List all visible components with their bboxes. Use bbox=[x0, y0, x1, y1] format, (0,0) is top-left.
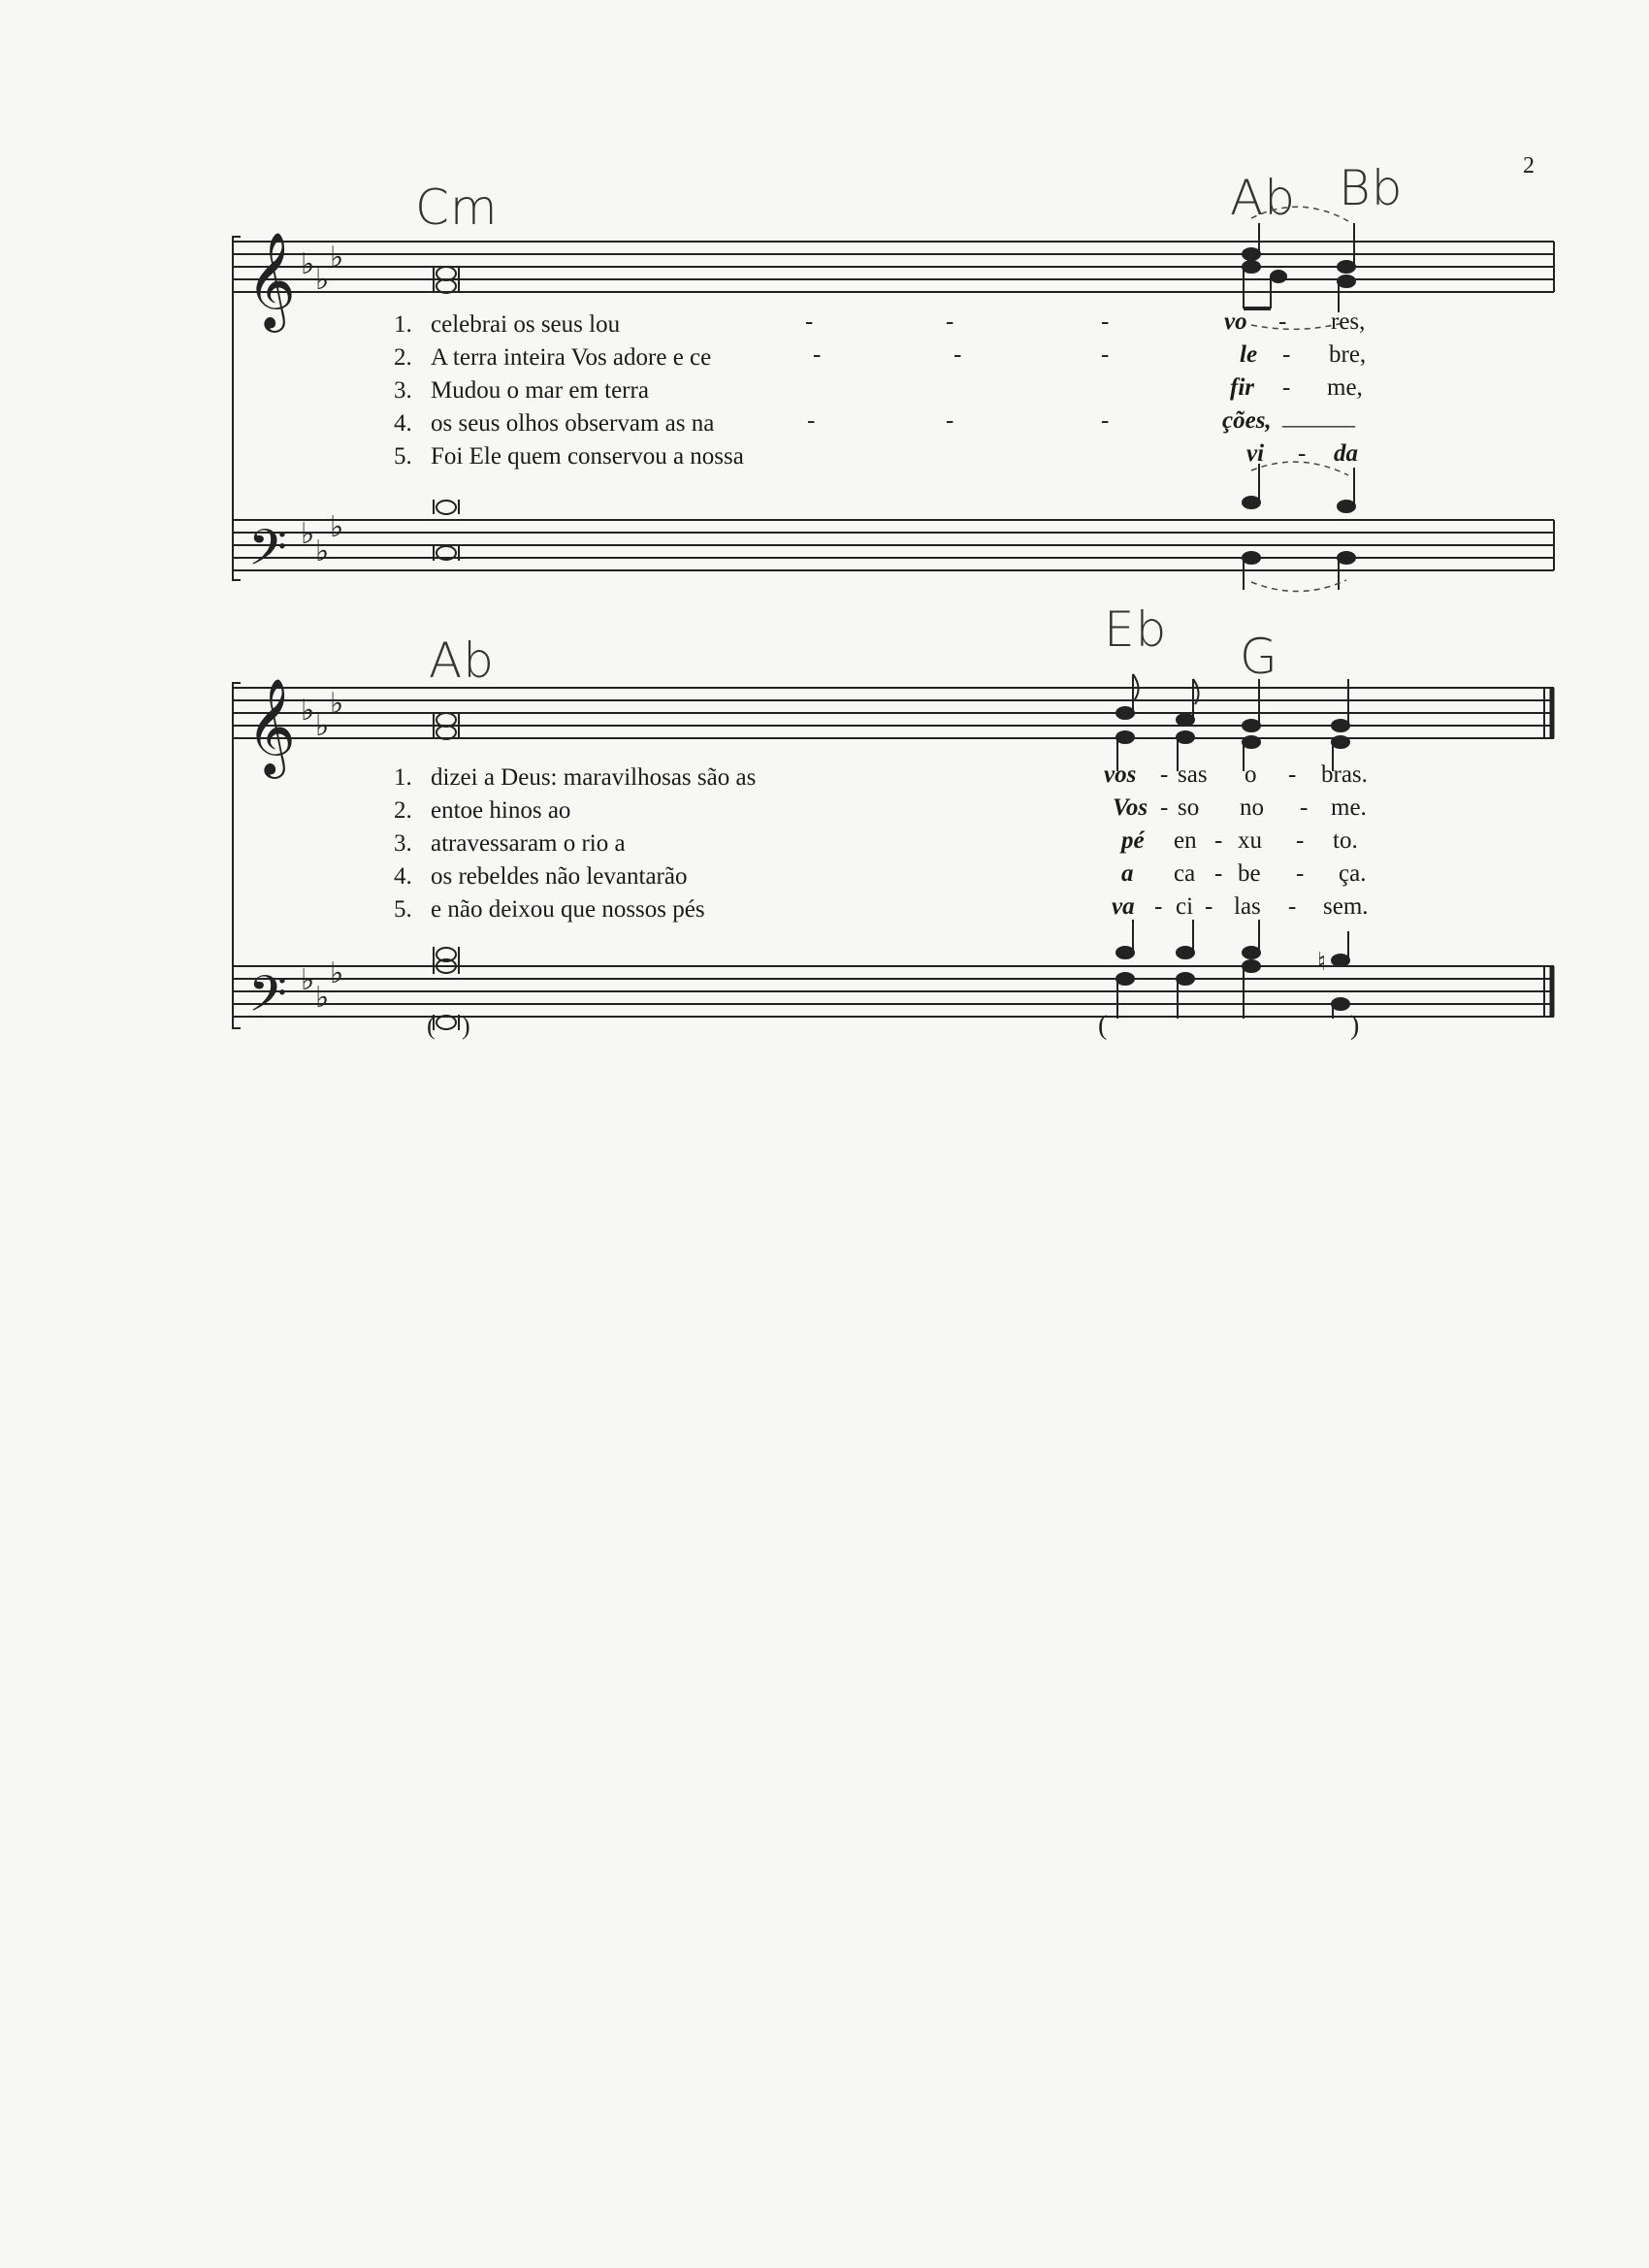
verse-text: celebrai os seus lou bbox=[431, 311, 621, 338]
syllable: - bbox=[1296, 860, 1305, 887]
syllable: so bbox=[1178, 794, 1200, 821]
syllable: res, bbox=[1331, 308, 1366, 335]
svg-text:𝄢: 𝄢 bbox=[248, 964, 287, 1035]
verse-text: e não deixou que nossos pés bbox=[431, 896, 705, 923]
verse-number: 3. bbox=[394, 377, 412, 404]
page-number: 2 bbox=[1523, 153, 1535, 178]
hyphen: - bbox=[1101, 341, 1110, 368]
syllable: - bbox=[1282, 341, 1291, 368]
syllable: to. bbox=[1333, 827, 1358, 854]
bass-staff bbox=[233, 966, 1554, 1017]
verse-text: dizei a Deus: maravilhosas são as bbox=[431, 764, 757, 791]
verse-line bbox=[394, 407, 714, 440]
svg-text:): ) bbox=[1350, 1011, 1360, 1041]
verse-text: Foi Ele quem conservou a nossa bbox=[431, 443, 744, 470]
chord-label: Eb bbox=[1104, 601, 1168, 658]
syllable: - bbox=[1205, 893, 1213, 920]
svg-text:): ) bbox=[462, 1012, 470, 1040]
syllable: ça. bbox=[1339, 860, 1367, 887]
system-bracket bbox=[233, 237, 241, 580]
syllable: fir bbox=[1230, 374, 1254, 401]
verse-number: 1. bbox=[394, 311, 412, 338]
syllable: Vos bbox=[1113, 794, 1148, 821]
hyphen: - bbox=[954, 341, 962, 368]
syllable: le bbox=[1240, 341, 1258, 368]
syllable: be bbox=[1238, 860, 1261, 887]
syllable: vi bbox=[1246, 440, 1265, 467]
verse-text: Mudou o mar em terra bbox=[431, 377, 649, 404]
syllable: - bbox=[1214, 860, 1223, 887]
verse-number: 2. bbox=[394, 344, 412, 371]
syllable: ções, bbox=[1222, 407, 1272, 434]
syllable: me. bbox=[1331, 794, 1367, 821]
verse-number: 5. bbox=[394, 443, 412, 470]
chord-label: Cm bbox=[415, 179, 499, 236]
hyphen: - bbox=[805, 308, 814, 335]
syllable: - bbox=[1296, 827, 1305, 854]
verse-line bbox=[394, 860, 687, 893]
verse-number: 4. bbox=[394, 410, 412, 437]
svg-text:𝄞: 𝄞 bbox=[246, 678, 296, 775]
verse-line bbox=[394, 440, 744, 473]
key-signature-flat: ♭ bbox=[301, 247, 315, 281]
syllable: a bbox=[1121, 860, 1134, 887]
syllable: bre, bbox=[1329, 341, 1367, 368]
syllable: pé bbox=[1121, 827, 1145, 854]
syllable: me, bbox=[1327, 374, 1363, 401]
syllable: o bbox=[1245, 761, 1257, 788]
verse-line bbox=[394, 893, 705, 926]
treble-clef: 𝄞 bbox=[246, 232, 296, 329]
svg-text:♭: ♭ bbox=[330, 241, 344, 275]
syllable: xu bbox=[1238, 827, 1262, 854]
syllable: vo bbox=[1224, 308, 1247, 335]
svg-text:♭: ♭ bbox=[301, 963, 315, 997]
svg-text:♭: ♭ bbox=[330, 956, 344, 990]
syllable: - bbox=[1300, 794, 1309, 821]
verse-line bbox=[394, 761, 756, 794]
syllable: sas bbox=[1178, 761, 1208, 788]
verse-number: 3. bbox=[394, 830, 412, 857]
svg-text:♭: ♭ bbox=[301, 517, 315, 551]
hyphen: - bbox=[1101, 308, 1110, 335]
svg-text:♭: ♭ bbox=[301, 694, 315, 728]
treble-staff bbox=[233, 688, 1554, 738]
hyphen: - bbox=[946, 308, 954, 335]
syllable: sem. bbox=[1323, 893, 1369, 920]
verse-line bbox=[394, 794, 570, 827]
syllable: ca bbox=[1174, 860, 1196, 887]
syllable: ci bbox=[1176, 893, 1194, 920]
verse-number: 4. bbox=[394, 863, 412, 890]
syllable: - bbox=[1154, 893, 1163, 920]
svg-text:(: ( bbox=[427, 1012, 436, 1040]
verse-line bbox=[394, 827, 626, 860]
svg-text:♭: ♭ bbox=[315, 981, 330, 1015]
verse-line bbox=[394, 341, 711, 374]
chord-label: G bbox=[1240, 629, 1278, 685]
verse-text: entoe hinos ao bbox=[431, 797, 571, 824]
syllable: no bbox=[1240, 794, 1264, 821]
syllable: - bbox=[1298, 440, 1307, 467]
svg-text:(: ( bbox=[1098, 1011, 1108, 1041]
verse-text: os rebeldes não levantarão bbox=[431, 863, 688, 890]
syllable: las bbox=[1234, 893, 1261, 920]
syllable: en bbox=[1174, 827, 1197, 854]
svg-text:♭: ♭ bbox=[315, 535, 330, 568]
breve-chord bbox=[432, 500, 461, 561]
svg-text:♭: ♭ bbox=[315, 263, 330, 297]
verse-number: 1. bbox=[394, 764, 412, 791]
chord-label: Bb bbox=[1339, 160, 1404, 216]
verse-text: A terra inteira Vos adore e ce bbox=[431, 344, 712, 371]
verse-line bbox=[394, 308, 620, 341]
chord-label: Ab bbox=[1230, 170, 1296, 226]
syllable: - bbox=[1282, 374, 1291, 401]
syllable: ______ bbox=[1282, 404, 1355, 430]
verse-line bbox=[394, 374, 649, 407]
breve-chord bbox=[434, 947, 459, 1030]
syllable: - bbox=[1160, 794, 1169, 821]
syllable: vos bbox=[1104, 761, 1137, 788]
svg-text:♭: ♭ bbox=[315, 709, 330, 743]
hyphen: - bbox=[807, 407, 816, 434]
syllable: va bbox=[1112, 893, 1135, 920]
svg-text:♮: ♮ bbox=[1317, 948, 1327, 976]
bass-clef: 𝄢 bbox=[248, 518, 287, 589]
syllable: - bbox=[1288, 761, 1297, 788]
svg-text:♭: ♭ bbox=[330, 687, 344, 721]
verse-text: atravessaram o rio a bbox=[431, 830, 626, 857]
syllable: - bbox=[1160, 761, 1169, 788]
syllable: - bbox=[1278, 308, 1287, 335]
verse-text: os seus olhos observam as na bbox=[431, 410, 715, 437]
hyphen: - bbox=[946, 407, 954, 434]
hyphen: - bbox=[1101, 407, 1110, 434]
syllable: - bbox=[1288, 893, 1297, 920]
hyphen: - bbox=[813, 341, 822, 368]
svg-text:♭: ♭ bbox=[330, 510, 344, 544]
syllable: - bbox=[1214, 827, 1223, 854]
syllable: da bbox=[1334, 440, 1358, 467]
verse-number: 5. bbox=[394, 896, 412, 923]
bass-staff bbox=[233, 520, 1554, 570]
syllable: bras. bbox=[1321, 761, 1368, 788]
chord-label: Ab bbox=[429, 632, 495, 689]
verse-number: 2. bbox=[394, 797, 412, 824]
